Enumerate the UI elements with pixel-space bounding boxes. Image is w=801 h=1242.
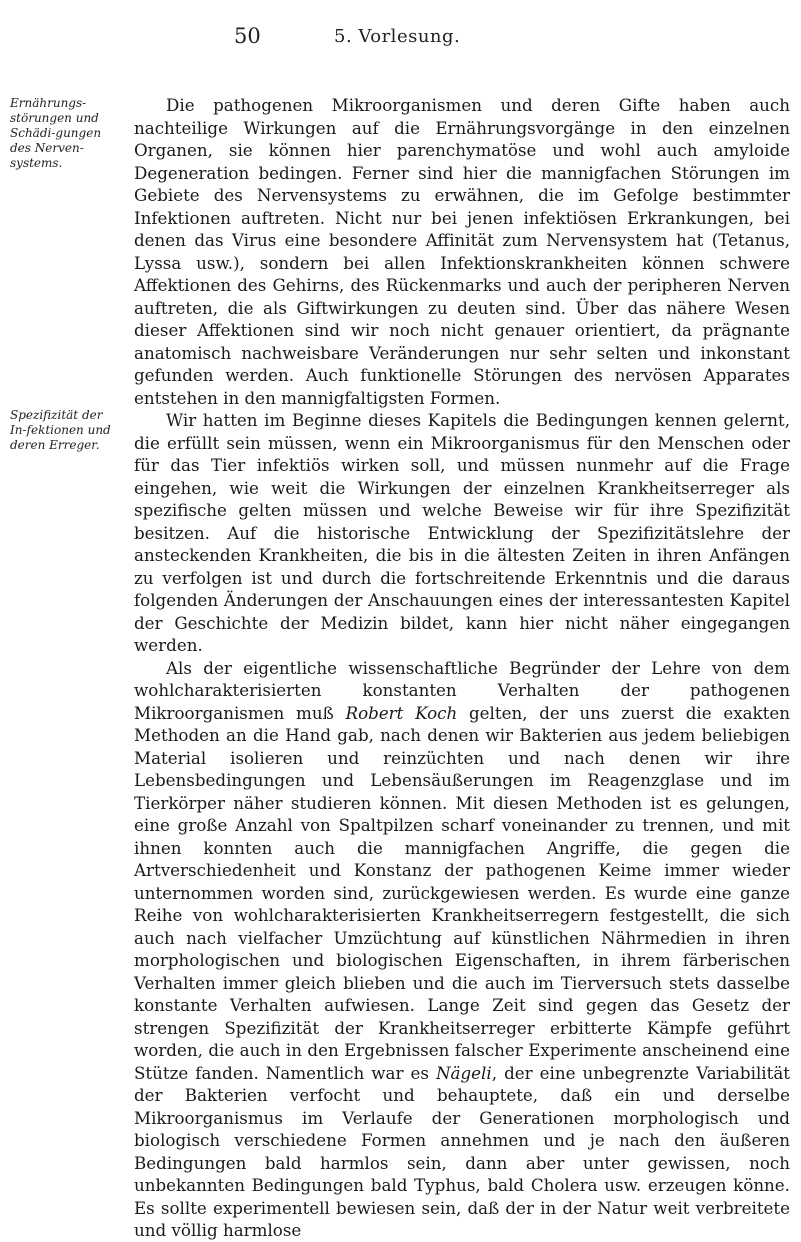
- margin-note-specificity: Spezifizität der In-fektionen und deren Erreger.: [10, 408, 111, 452]
- page-number: 50: [234, 24, 261, 48]
- paragraph-3-text-before: Als der eigentliche wissenschaftliche Begründer der Lehre von dem wohlcharakterisierten konstanten Verhalten der pathogenen Mikroorganismen muß: [134, 657, 790, 723]
- margin-note-nutrition: Ernährungs-störungen und Schädi-gungen des Nerven-systems.: [10, 96, 102, 170]
- name-naegeli: Nägeli: [435, 1062, 492, 1083]
- paragraph-2: Wir hatten im Beginne dieses Kapitels die Bedingungen kennen gelernt, die erfüllt sein müssen, wenn ein Mikroorganismus für den Menschen oder für das Tier infektiös wirken soll, und müssen nunmehr auf die Frage eingehen, wie weit die Wirkungen der einzelnen Krankheitserreger als spezifische gelten müssen und welche Beweise wir für ihre Spezifizität besitzen. Auf die historische Entwicklung der Spezifizitätslehre der ansteckenden Krankheiten, die bis in die ältesten Zeiten in ihren Anfängen zu verfolgen ist und durch die fortschreitende Erkenntnis und die daraus folgenden Änderungen der Anschauungen eines der interessantesten Kapitel der Geschichte der Medizin bildet, kann hier nicht näher eingegangen werden.: [134, 410, 790, 655]
- body-text: [134, 94, 790, 1242]
- paragraph-3-text-mid: gelten, der uns zuerst die exakten Methoden an die Hand gab, nach denen wir Bakterien aus jedem beliebigen Material isolieren und reinzüchten und nach denen wir ihre Lebensbedingungen und Lebensäußerungen im Reagenzglase und im Tierkörper näher studieren können. Mit diesen Methoden ist es gelungen, eine große Anzahl von Spaltpilzen scharf voneinander zu trennen, und mit ihnen konnten auch die mannigfachen Angriffe, die gegen die Artverschiedenheit und Konstanz der pathogenen Keime immer wieder unternommen worden sind, zurückgewiesen werden. Es wurde eine ganze Reihe von wohlcharakterisierten Krankheitserregern festgestellt, die sich auch nach vielfacher Umzüchtung auf künstlichen Nährmedien in ihren morphologischen und biologischen Eigenschaften, in ihrem färberischen Verhalten immer gleich blieben und die auch im Tierversuch stets dasselbe konstante Verhalten aufwiesen. Lange Zeit sind gegen das Gesetz der strengen Spezifizität der Krankheitserreger erbitterte Kämpfe geführt worden, die auch in den Ergebnissen falscher Experimente anscheinend eine Stütze fanden. Namentlich war es: [134, 702, 790, 1083]
- paragraph-3: [134, 657, 790, 1242]
- running-head: 5. Vorlesung.: [334, 26, 461, 47]
- name-robert-koch: Robert Koch: [345, 702, 458, 723]
- paragraph-3-text-after: , der eine unbegrenzte Variabilität der Bakterien verfocht und behauptete, daß ein und derselbe Mikroorganismus im Verlaufe der Generationen morphologisch und biologisch verschiedene Formen annehmen und je nach den äußeren Bedingungen bald harmlos sein, dann aber unter gewissen, noch unbekannten Bedingungen bald Typhus, bald Cholera usw. erzeugen könne. Es sollte experimentell bewiesen sein, daß der in der Natur weit verbreitete und völlig harmlose: [134, 1062, 790, 1240]
- paragraph-1: Die pathogenen Mikroorganismen und deren Gifte haben auch nachteilige Wirkungen auf die Ernährungsvorgänge in den einzelnen Organen, sie können hier parenchymatöse und wohl auch amyloide Degeneration bedingen. Ferner sind hier die mannigfachen Störungen im Gebiete des Nervensystems zu erwähnen, die im Gefolge bestimmter Infektionen auftreten. Nicht nur bei jenen infektiösen Erkrankungen, bei denen das Virus eine besondere Affinität zum Nervensystem hat (Tetanus, Lyssa usw.), sondern bei allen Infektionskrankheiten können schwere Affektionen des Gehirns, des Rückenmarks und auch der peripheren Nerven auftreten, die als Giftwirkungen zu deuten sind. Über das nähere Wesen dieser Affektionen sind wir noch nicht genauer orientiert, da prägnante anatomisch nachweisbare Veränderungen nur sehr selten und inkonstant gefunden werden. Auch funktionelle Störungen des nervösen Apparates entstehen in den mannigfaltigsten Formen.: [134, 95, 790, 408]
- page-header: [0, 24, 801, 54]
